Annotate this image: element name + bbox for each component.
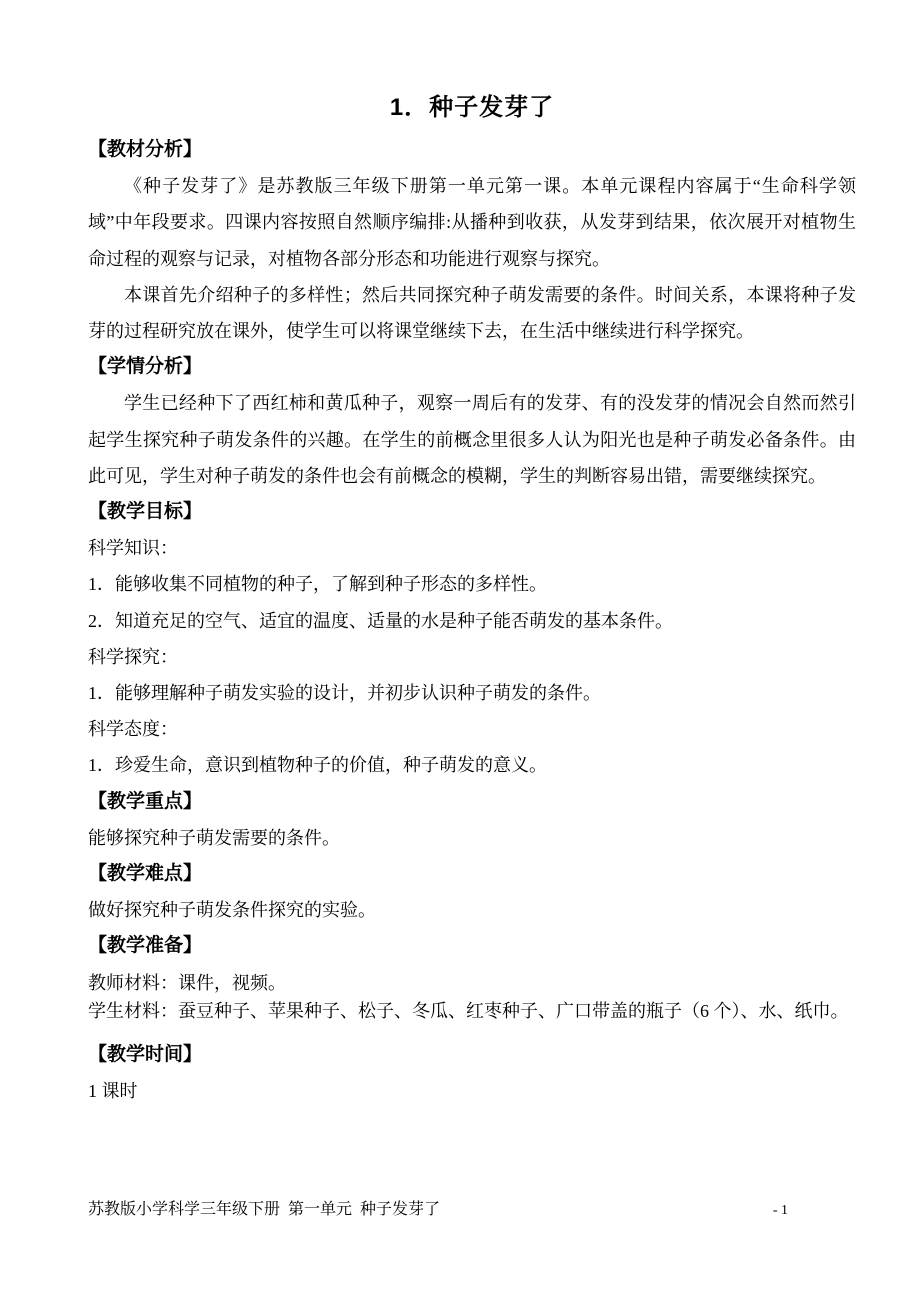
objective-category-inquiry: 科学探究：	[88, 646, 178, 667]
section-learner-analysis	[88, 349, 856, 494]
section-heading-teaching-preparation: 【教学准备】	[88, 935, 203, 957]
objective-item: 1．珍爱生命，意识到植物种子的价值，种子萌发的意义。	[88, 755, 547, 776]
section-heading-learner-analysis: 【学情分析】	[88, 356, 203, 378]
section-teaching-objectives	[88, 494, 856, 784]
section-teaching-time	[88, 1037, 856, 1109]
section-textbook-analysis	[88, 132, 856, 349]
document-title: 1．种子发芽了	[389, 94, 555, 121]
student-materials: 学生材料：蚕豆种子、苹果种子、松子、冬瓜、红枣种子、广口带盖的瓶子（6 个）、水、纸巾。	[88, 1000, 849, 1021]
section-teaching-difficulty	[88, 856, 856, 928]
paragraph: 《种子发芽了》是苏教版三年级下册第一单元第一课。本单元课程内容属于“生命科学领域”中年段要求。四课内容按照自然顺序编排:从播种到收获，从发芽到结果，依次展开对植物生命过程的观察与记录，对植物各部分形态和功能进行观察与探究。	[88, 176, 856, 269]
difficulty-text: 做好探究种子萌发条件探究的实验。	[88, 900, 376, 921]
teacher-materials: 教师材料：课件，视频。	[88, 972, 286, 993]
section-heading-teaching-time: 【教学时间】	[88, 1044, 203, 1066]
section-heading-textbook-analysis: 【教材分析】	[88, 139, 203, 160]
paragraph: 本课首先介绍种子的多样性；然后共同探究种子萌发需要的条件。时间关系，本课将种子发芽的过程研究放在课外，使学生可以将课堂继续下去，在生活中继续进行科学探究。	[88, 284, 856, 342]
section-heading-teaching-objectives: 【教学目标】	[88, 501, 203, 523]
page-number: - 1	[772, 1203, 788, 1218]
section-teaching-focus	[88, 784, 856, 856]
section-teaching-preparation	[88, 928, 856, 1029]
page-footer	[88, 1196, 856, 1225]
section-heading-teaching-difficulty: 【教学难点】	[88, 863, 203, 885]
section-heading-teaching-focus: 【教学重点】	[88, 790, 203, 812]
paragraph: 学生已经种下了西红柿和黄瓜种子，观察一周后有的发芽、有的没发芽的情况会自然而然引起学生探究种子萌发条件的兴趣。在学生的前概念里很多人认为阳光也是种子萌发必备条件。由此可见，学生对种子萌发的条件也会有前概念的模糊，学生的判断容易出错，需要继续探究。	[88, 393, 856, 486]
footer-text: 苏教版小学科学三年级下册 第一单元 种子发芽了	[88, 1201, 441, 1218]
objective-item: 1．能够理解种子萌发实验的设计，并初步认识种子萌发的条件。	[88, 683, 601, 704]
class-periods: 1 课时	[88, 1081, 138, 1102]
objective-category-knowledge: 科学知识：	[88, 538, 178, 559]
objective-item: 2．知道充足的空气、适宜的温度、适量的水是种子能否萌发的基本条件。	[88, 610, 673, 631]
focus-text: 能够探究种子萌发需要的条件。	[88, 827, 340, 848]
document-body	[88, 88, 856, 1109]
objective-category-attitude: 科学态度：	[88, 719, 178, 740]
objective-item: 1．能够收集不同植物的种子，了解到种子形态的多样性。	[88, 574, 547, 595]
